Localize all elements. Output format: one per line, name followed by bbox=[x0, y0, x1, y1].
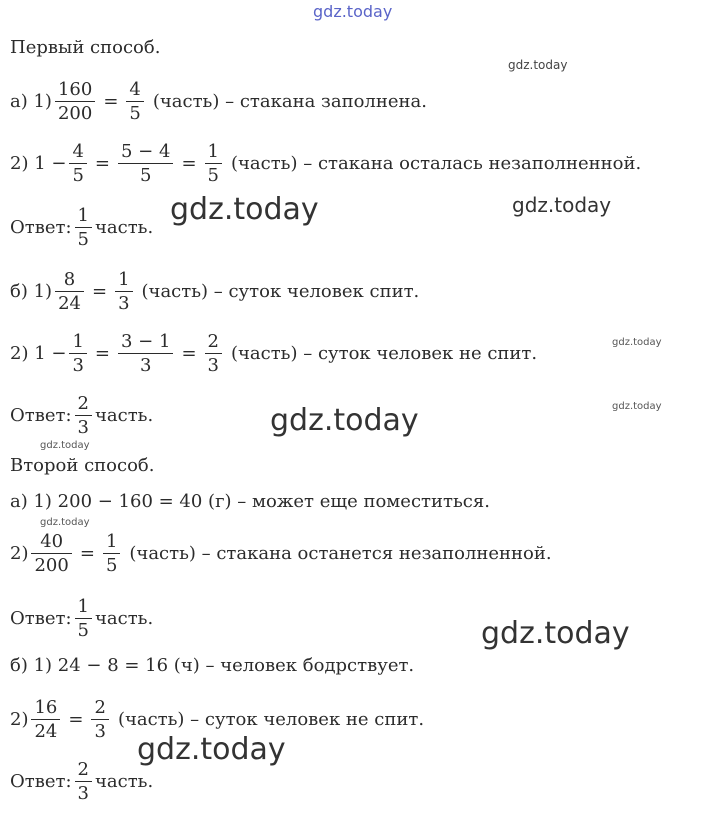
answer-text: часть. bbox=[94, 405, 154, 426]
fraction: $\frac{1}{5}$ bbox=[75, 598, 92, 640]
fraction: $\frac{8}{24}$ bbox=[55, 271, 84, 313]
answer-label: Ответ: bbox=[10, 217, 72, 238]
method1-a-step2: 2) 1 − $\frac{4}{5}$ = $\frac{5 - 4}{5}$ = $\frac{1}{5}$ (часть) – стакана осталась незаполненной. bbox=[10, 141, 642, 186]
watermark-top: gdz.today bbox=[313, 2, 393, 21]
fraction: $\frac{4}{5}$ bbox=[69, 143, 86, 185]
step-label: б) 1) bbox=[10, 281, 53, 302]
watermark: gdz.today bbox=[512, 193, 612, 217]
watermark-large: gdz.today bbox=[481, 616, 630, 651]
method2-b-step2: 2) $\frac{16}{24}$ = $\frac{2}{3}$ (часть) – суток человек не спит. bbox=[10, 697, 425, 742]
step-text: (часть) – суток человек не спит. bbox=[230, 343, 538, 364]
step-text: (часть) – стакана осталась незаполненной. bbox=[230, 153, 642, 174]
answer-label: Ответ: bbox=[10, 608, 72, 629]
fraction: $\frac{1}{3}$ bbox=[115, 271, 132, 313]
answer-text: часть. bbox=[94, 771, 154, 792]
step-label: 2) bbox=[10, 543, 29, 564]
watermark: gdz.today bbox=[40, 440, 90, 451]
step-text: (часть) – суток человек спит. bbox=[141, 281, 420, 302]
method2-b-step1 bbox=[10, 636, 414, 696]
step-text: (часть) – стакана заполнена. bbox=[152, 91, 427, 112]
fraction: $\frac{40}{200}$ bbox=[31, 533, 71, 575]
method1-answer-a bbox=[10, 198, 153, 258]
fraction: $\frac{2}{3}$ bbox=[205, 333, 222, 375]
step-text: а) 1) 200 − 160 = 40 (г) – может еще поместиться. bbox=[10, 491, 490, 512]
watermark-large: gdz.today bbox=[137, 732, 286, 767]
method2-a-step1 bbox=[10, 472, 490, 532]
fraction: $\frac{2}{3}$ bbox=[75, 395, 92, 437]
step-text: б) 1) 24 − 8 = 16 (ч) – человек бодрствует. bbox=[10, 655, 415, 676]
step-text: (часть) – суток человек не спит. bbox=[117, 709, 425, 730]
fraction: $\frac{16}{24}$ bbox=[31, 699, 60, 741]
answer-label: Ответ: bbox=[10, 405, 72, 426]
method1-b-step2: 2) 1 − $\frac{1}{3}$ = $\frac{3 - 1}{3}$ = $\frac{2}{3}$ (часть) – суток человек не спит. bbox=[10, 331, 538, 376]
fraction: $\frac{160}{200}$ bbox=[55, 81, 95, 123]
step-label: 2) 1 − bbox=[10, 153, 67, 174]
fraction: $\frac{1}{5}$ bbox=[205, 143, 222, 185]
watermark-large: gdz.today bbox=[270, 403, 419, 438]
watermark: gdz.today bbox=[612, 401, 662, 412]
method1-a-step1: а) 1) $\frac{160}{200}$ = $\frac{4}{5}$ (часть) – стакана заполнена. bbox=[10, 79, 427, 124]
step-text: (часть) – стакана останется незаполненной. bbox=[129, 543, 552, 564]
fraction: $\frac{2}{3}$ bbox=[91, 699, 108, 741]
method2-answer-b bbox=[10, 752, 153, 812]
method1-title: Первый способ. bbox=[10, 37, 161, 58]
answer-label: Ответ: bbox=[10, 771, 72, 792]
fraction: $\frac{1}{5}$ bbox=[103, 533, 120, 575]
step-label: а) 1) bbox=[10, 91, 52, 112]
fraction: $\frac{3 - 1}{3}$ bbox=[118, 333, 173, 375]
fraction: $\frac{1}{3}$ bbox=[69, 333, 86, 375]
fraction: $\frac{4}{5}$ bbox=[126, 81, 143, 123]
fraction: $\frac{2}{3}$ bbox=[75, 761, 92, 803]
watermark: gdz.today bbox=[40, 517, 90, 528]
fraction: $\frac{5 - 4}{5}$ bbox=[118, 143, 173, 185]
watermark-large: gdz.today bbox=[170, 192, 319, 227]
answer-text: часть. bbox=[94, 608, 154, 629]
watermark: gdz.today bbox=[612, 337, 662, 348]
fraction: $\frac{1}{5}$ bbox=[75, 207, 92, 249]
method2-a-step2: 2) $\frac{40}{200}$ = $\frac{1}{5}$ (часть) – стакана останется незаполненной. bbox=[10, 531, 552, 576]
method1-b-step1: б) 1) $\frac{8}{24}$ = $\frac{1}{3}$ (часть) – суток человек спит. bbox=[10, 269, 420, 314]
watermark: gdz.today bbox=[508, 58, 568, 72]
answer-text: часть. bbox=[94, 217, 154, 238]
step-label: 2) 1 − bbox=[10, 343, 67, 364]
method2-title: Второй способ. bbox=[10, 455, 155, 476]
step-label: 2) bbox=[10, 709, 29, 730]
